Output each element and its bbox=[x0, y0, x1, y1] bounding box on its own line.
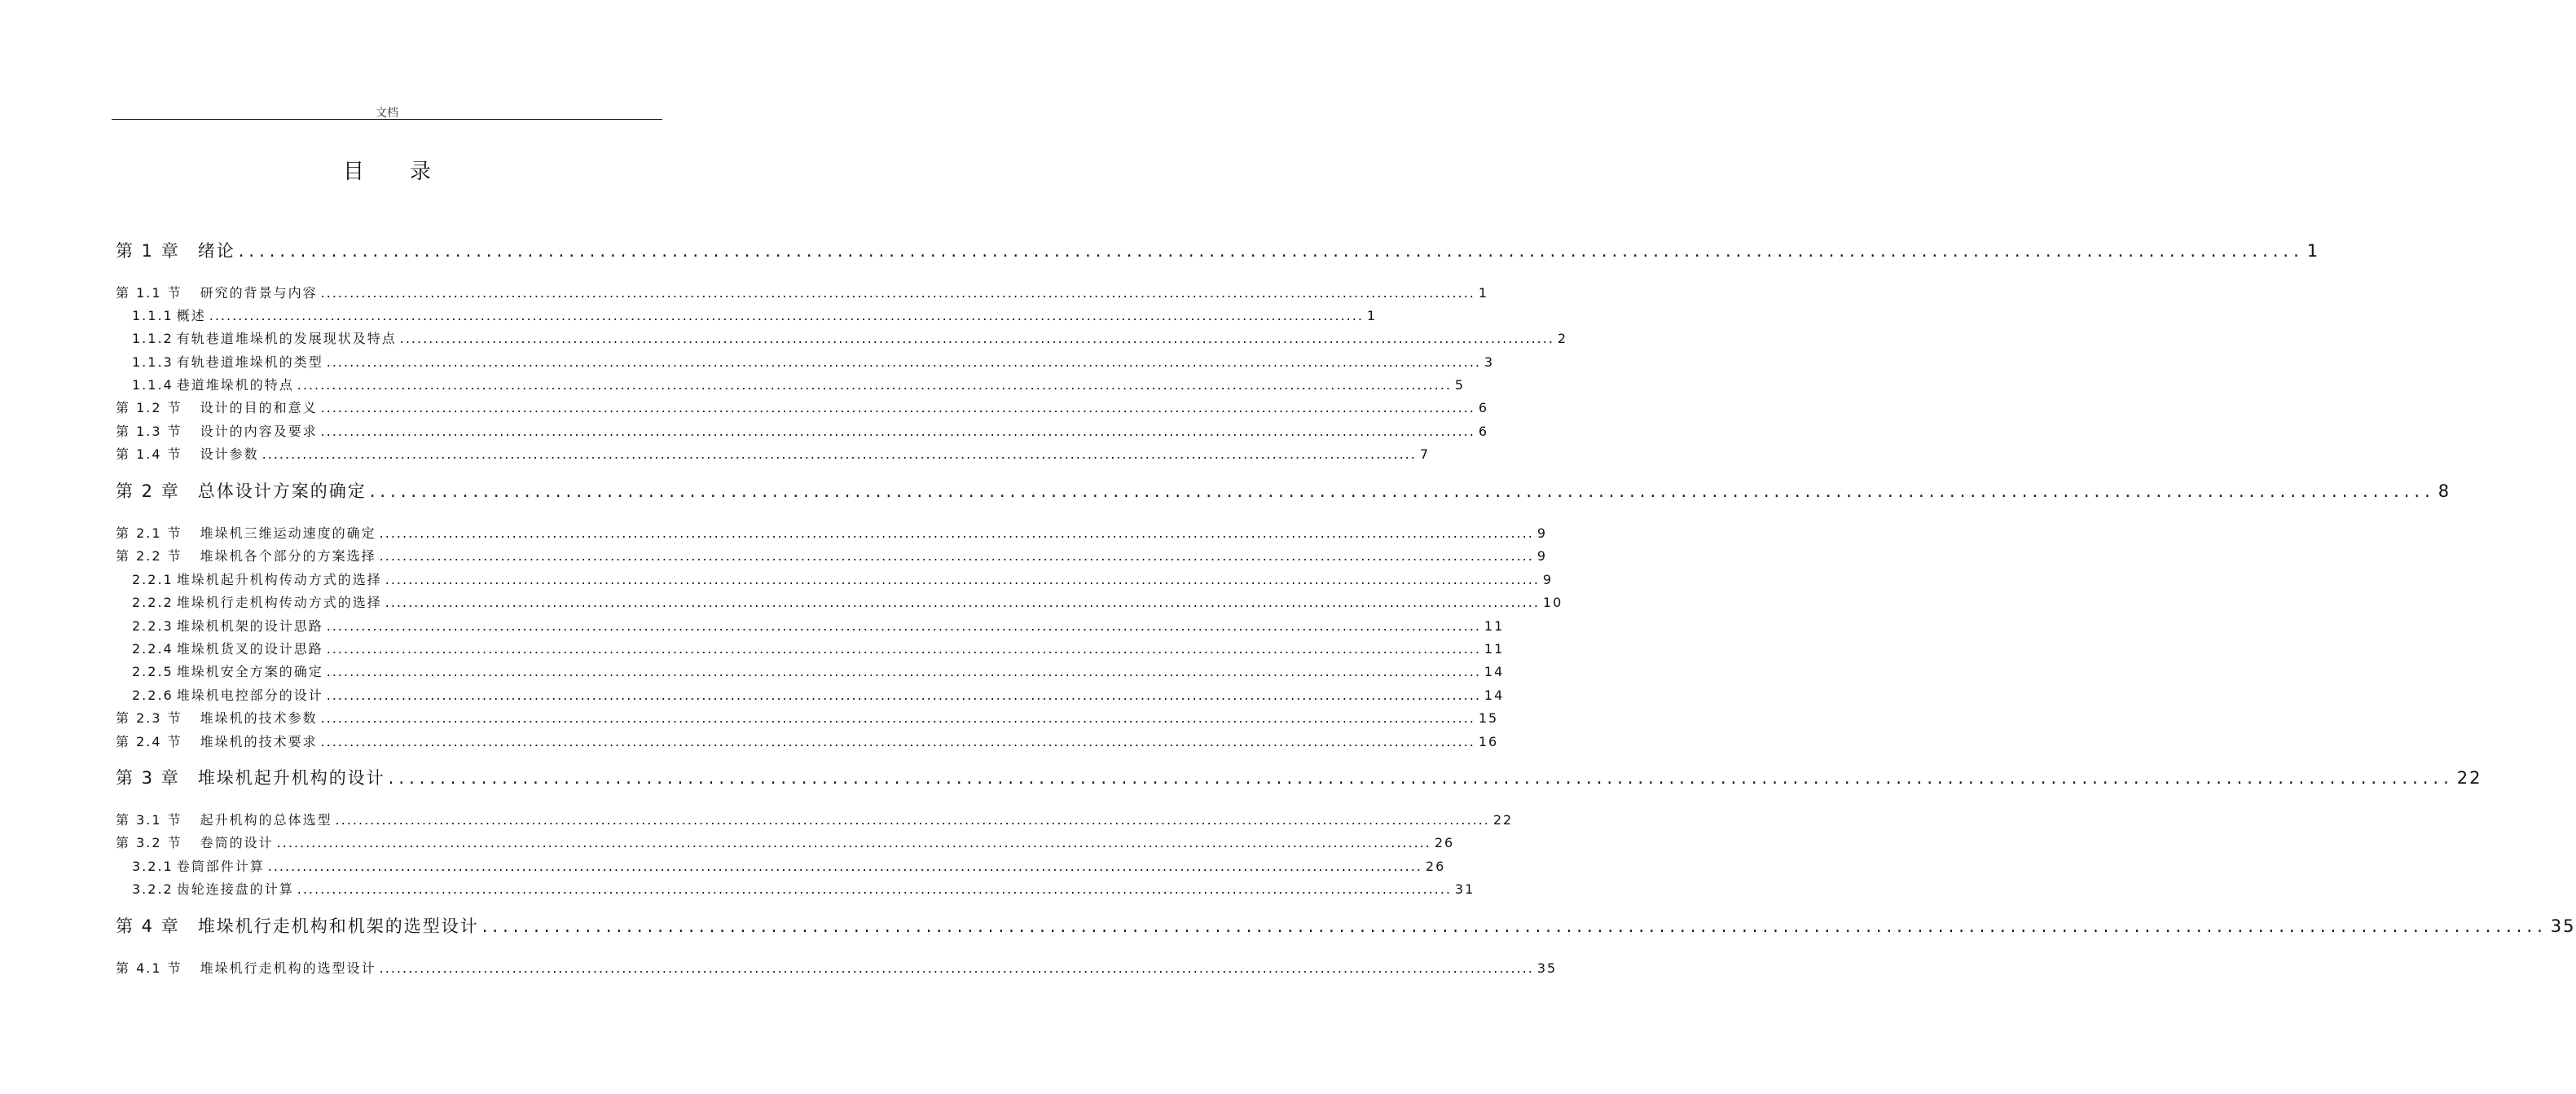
toc-leader-dots: ........................................................................................................................................................................................................ bbox=[326, 641, 1481, 657]
toc-entry-text: 有轨巷道堆垛机的类型 bbox=[176, 354, 323, 370]
toc-page-number: 6 bbox=[1478, 424, 1489, 439]
toc-page-number: 11 bbox=[1484, 618, 1505, 634]
toc-entry-section[interactable] bbox=[116, 810, 1514, 828]
toc-entry-number: 2.2.2 bbox=[132, 595, 174, 610]
toc-entry-label bbox=[132, 639, 323, 657]
toc-entry-sub[interactable] bbox=[132, 685, 1505, 704]
toc-leader-dots: ........................................................................................................................................................................................................ bbox=[379, 960, 1534, 976]
toc-leader-dots: ........................................................................................................................................................................................................ bbox=[385, 595, 1540, 610]
toc-entry-section[interactable] bbox=[116, 546, 1548, 565]
toc-entry-text: 概述 bbox=[176, 308, 206, 323]
toc-page-number: 5 bbox=[1454, 377, 1466, 393]
toc-entry-number: 2.2.3 bbox=[132, 618, 174, 634]
toc-entry-label bbox=[116, 421, 318, 440]
toc-entry-text: 堆垛机机架的设计思路 bbox=[176, 618, 323, 634]
toc-entry-text: 设计参数 bbox=[200, 446, 259, 462]
toc-entry-label bbox=[132, 569, 382, 588]
toc-entry-text: 设计的目的和意义 bbox=[200, 400, 318, 415]
toc-entry-text: 设计的内容及要求 bbox=[200, 424, 318, 439]
toc-entry-number: 第 1.4 节 bbox=[116, 446, 182, 462]
toc-entry-number: 第 1.3 节 bbox=[116, 424, 182, 439]
toc-leader-dots: ........................................................................................................................................................................................................ bbox=[379, 548, 1534, 564]
toc-entry-text: 总体设计方案的确定 bbox=[197, 481, 367, 501]
toc-entry-number: 第 4.1 节 bbox=[116, 960, 182, 976]
toc-entry-number: 第 3 章 bbox=[116, 768, 180, 788]
toc-page-number: 26 bbox=[1425, 859, 1446, 874]
toc-entry-text: 绪论 bbox=[197, 241, 235, 261]
toc-entry-text: 巷道堆垛机的特点 bbox=[176, 377, 294, 393]
toc-leader-dots: ........................................................................................................................................................................................................ bbox=[320, 710, 1475, 726]
toc-leader-dots: ........................................................................................................................................................................................................ bbox=[326, 354, 1481, 370]
toc-leader-dots: ........................................................................................................................................................................................................ bbox=[262, 446, 1417, 462]
toc-leader-dots: ........................................................................................................................................................................................................ bbox=[388, 768, 2454, 788]
toc-entry-sub[interactable] bbox=[132, 569, 1554, 588]
toc-entry-sub[interactable] bbox=[132, 305, 1378, 324]
toc-entry-number: 第 2.4 节 bbox=[116, 734, 182, 749]
toc-leader-dots: ........................................................................................................................................................................................................ bbox=[369, 481, 2435, 501]
toc-entry-label bbox=[116, 283, 318, 301]
toc-entry-label bbox=[116, 478, 367, 503]
toc-entry-section[interactable] bbox=[116, 283, 1489, 301]
toc-entry-section[interactable] bbox=[116, 523, 1548, 542]
toc-entry-number: 1.1.1 bbox=[132, 308, 174, 323]
toc-entry-text: 堆垛机行走机构的选型设计 bbox=[200, 960, 376, 976]
toc-entry-sub[interactable] bbox=[132, 856, 1446, 875]
toc-leader-dots: ........................................................................................................................................................................................................ bbox=[326, 618, 1481, 634]
toc-page-number: 22 bbox=[1492, 812, 1514, 828]
toc-entry-number: 2.2.5 bbox=[132, 664, 174, 679]
toc-page-number: 9 bbox=[1536, 548, 1548, 564]
toc-entry-section[interactable] bbox=[116, 958, 1558, 977]
toc-leader-dots: ........................................................................................................................................................................................................ bbox=[267, 859, 1422, 874]
toc-leader-dots: ........................................................................................................................................................................................................ bbox=[326, 688, 1481, 703]
toc-page-number: 16 bbox=[1478, 734, 1499, 749]
toc-entry-number: 1.1.3 bbox=[132, 354, 174, 370]
toc-entry-chapter[interactable] bbox=[116, 478, 2451, 503]
header-rule bbox=[112, 119, 662, 120]
toc-entry-label bbox=[132, 328, 397, 347]
toc-entry-label bbox=[116, 810, 332, 828]
toc-entry-label bbox=[116, 708, 318, 727]
toc-entry-label bbox=[132, 592, 382, 611]
toc-entry-number: 第 2 章 bbox=[116, 481, 180, 501]
toc-entry-text: 堆垛机电控部分的设计 bbox=[176, 688, 323, 703]
toc-entry-number: 第 1 章 bbox=[116, 241, 180, 261]
toc-entry-number: 1.1.4 bbox=[132, 377, 174, 393]
toc-page-number: 35 bbox=[2550, 916, 2576, 936]
toc-leader-dots: ........................................................................................................................................................................................................ bbox=[320, 734, 1475, 749]
toc-entry-section[interactable] bbox=[116, 444, 1431, 463]
toc-entry-text: 堆垛机行走机构传动方式的选择 bbox=[176, 595, 382, 610]
toc-entry-section[interactable] bbox=[116, 708, 1499, 727]
toc-entry-number: 第 2.3 节 bbox=[116, 710, 182, 726]
toc-entry-number: 2.2.4 bbox=[132, 641, 174, 657]
toc-entry-sub[interactable] bbox=[132, 375, 1466, 393]
toc-entry-number: 2.2.6 bbox=[132, 688, 174, 703]
toc-entry-text: 堆垛机安全方案的确定 bbox=[176, 664, 323, 679]
toc-entry-number: 1.1.2 bbox=[132, 331, 174, 346]
toc-leader-dots: ........................................................................................................................................................................................................ bbox=[320, 400, 1475, 415]
toc-entry-label bbox=[116, 732, 318, 750]
toc-entry-number: 第 4 章 bbox=[116, 916, 180, 936]
toc-leader-dots: ........................................................................................................................................................................................................ bbox=[209, 308, 1364, 323]
toc-leader-dots: ........................................................................................................................................................................................................ bbox=[399, 331, 1554, 346]
toc-page-number: 1 bbox=[2306, 241, 2320, 261]
toc-page-number: 2 bbox=[1557, 331, 1568, 346]
toc-page-number: 7 bbox=[1419, 446, 1431, 462]
toc-entry-section[interactable] bbox=[116, 421, 1489, 440]
toc-leader-dots: ........................................................................................................................................................................................................ bbox=[385, 572, 1540, 587]
toc-entry-label bbox=[132, 305, 206, 324]
toc-entry-text: 齿轮连接盘的计算 bbox=[176, 881, 294, 897]
toc-entry-text: 堆垛机起升机构传动方式的选择 bbox=[176, 572, 382, 587]
toc-entry-label bbox=[132, 685, 323, 704]
toc-entry-number: 第 3.1 节 bbox=[116, 812, 182, 828]
toc-entry-text: 堆垛机的技术要求 bbox=[200, 734, 318, 749]
toc-leader-dots: ........................................................................................................................................................................................................ bbox=[379, 525, 1534, 541]
toc-page-number: 9 bbox=[1536, 525, 1548, 541]
toc-entry-label bbox=[132, 352, 323, 371]
toc-entry-number: 第 1.1 节 bbox=[116, 285, 182, 301]
toc-entry-sub[interactable] bbox=[132, 639, 1505, 657]
toc-entry-label bbox=[132, 616, 323, 635]
toc-entry-chapter[interactable] bbox=[116, 765, 2482, 789]
toc-entry-label bbox=[116, 238, 235, 262]
toc-entry-sub[interactable] bbox=[132, 879, 1475, 898]
toc-entry-text: 堆垛机三维运动速度的确定 bbox=[200, 525, 376, 541]
toc-entry-number: 3.2.2 bbox=[132, 881, 174, 897]
toc-entry-label bbox=[116, 444, 259, 463]
toc-leader-dots: ........................................................................................................................................................................................................ bbox=[297, 377, 1452, 393]
toc-page-number: 14 bbox=[1484, 664, 1505, 679]
toc-page-number: 11 bbox=[1484, 641, 1505, 657]
toc-page-number: 35 bbox=[1536, 960, 1558, 976]
toc-entry-text: 堆垛机的技术参数 bbox=[200, 710, 318, 726]
toc-entry-label bbox=[116, 765, 385, 789]
toc-page-number: 1 bbox=[1366, 308, 1378, 323]
toc-entry-section[interactable] bbox=[116, 732, 1499, 750]
toc-entry-label bbox=[132, 856, 265, 875]
toc-entry-label bbox=[116, 913, 479, 938]
toc-entry-text: 卷筒部件计算 bbox=[176, 859, 265, 874]
toc-entry-chapter[interactable] bbox=[116, 913, 2576, 938]
toc-page-number: 8 bbox=[2438, 481, 2451, 501]
toc-entry-number: 第 3.2 节 bbox=[116, 835, 182, 850]
toc-leader-dots: ........................................................................................................................................................................................................ bbox=[320, 424, 1475, 439]
toc-page-number: 31 bbox=[1454, 881, 1475, 897]
toc-page-number: 22 bbox=[2456, 768, 2482, 788]
toc-page-number: 14 bbox=[1484, 688, 1505, 703]
toc-entry-label bbox=[116, 833, 274, 851]
toc-leader-dots: ........................................................................................................................................................................................................ bbox=[326, 664, 1481, 679]
toc-leader-dots: ........................................................................................................................................................................................................ bbox=[238, 241, 2304, 261]
toc-entry-label bbox=[132, 661, 323, 680]
toc-page-number: 10 bbox=[1542, 595, 1563, 610]
toc-entry-label bbox=[116, 546, 376, 565]
toc-title: 目录 bbox=[342, 160, 477, 184]
toc-entry-label bbox=[116, 958, 376, 977]
toc-entry-label bbox=[116, 523, 376, 542]
toc-leader-dots: ........................................................................................................................................................................................................ bbox=[297, 881, 1452, 897]
toc-entry-sub[interactable] bbox=[132, 616, 1505, 635]
toc-entry-number: 2.2.1 bbox=[132, 572, 174, 587]
toc-entry-text: 堆垛机行走机构和机架的选型设计 bbox=[197, 916, 479, 936]
toc-entry-text: 卷筒的设计 bbox=[200, 835, 274, 850]
toc-page-number: 6 bbox=[1478, 400, 1489, 415]
page-header: 文档 bbox=[376, 107, 398, 120]
toc-entry-text: 研究的背景与内容 bbox=[200, 285, 318, 301]
toc-entry-text: 起升机构的总体选型 bbox=[200, 812, 332, 828]
toc-page-number: 3 bbox=[1484, 354, 1495, 370]
toc-leader-dots: ........................................................................................................................................................................................................ bbox=[276, 835, 1431, 850]
toc-entry-sub[interactable] bbox=[132, 661, 1505, 680]
toc-entry-text: 有轨巷道堆垛机的发展现状及特点 bbox=[176, 331, 397, 346]
toc-page-number: 9 bbox=[1542, 572, 1554, 587]
toc-page-number: 26 bbox=[1434, 835, 1455, 850]
toc-entry-label bbox=[116, 398, 318, 416]
toc-leader-dots: ........................................................................................................................................................................................................ bbox=[335, 812, 1490, 828]
toc-entry-number: 第 1.2 节 bbox=[116, 400, 182, 415]
toc-entry-sub[interactable] bbox=[132, 592, 1563, 611]
toc-page-number: 1 bbox=[1478, 285, 1489, 301]
toc-entry-number: 第 2.1 节 bbox=[116, 525, 182, 541]
toc-entry-sub[interactable] bbox=[132, 352, 1495, 371]
toc-entry-text: 堆垛机货叉的设计思路 bbox=[176, 641, 323, 657]
toc-entry-label bbox=[132, 375, 294, 393]
toc-entry-text: 堆垛机各个部分的方案选择 bbox=[200, 548, 376, 564]
toc-entry-sub[interactable] bbox=[132, 328, 1568, 347]
toc-entry-number: 第 2.2 节 bbox=[116, 548, 182, 564]
toc-page-number: 15 bbox=[1478, 710, 1499, 726]
toc-entry-text: 堆垛机起升机构的设计 bbox=[197, 768, 385, 788]
toc-entry-label bbox=[132, 879, 294, 898]
toc-entry-chapter[interactable] bbox=[116, 238, 2320, 262]
toc-entry-number: 3.2.1 bbox=[132, 859, 174, 874]
toc-leader-dots: ........................................................................................................................................................................................................ bbox=[320, 285, 1475, 301]
toc-entry-section[interactable] bbox=[116, 398, 1489, 416]
toc-entry-section[interactable] bbox=[116, 833, 1455, 851]
toc-leader-dots: ........................................................................................................................................................................................................ bbox=[481, 916, 2547, 936]
